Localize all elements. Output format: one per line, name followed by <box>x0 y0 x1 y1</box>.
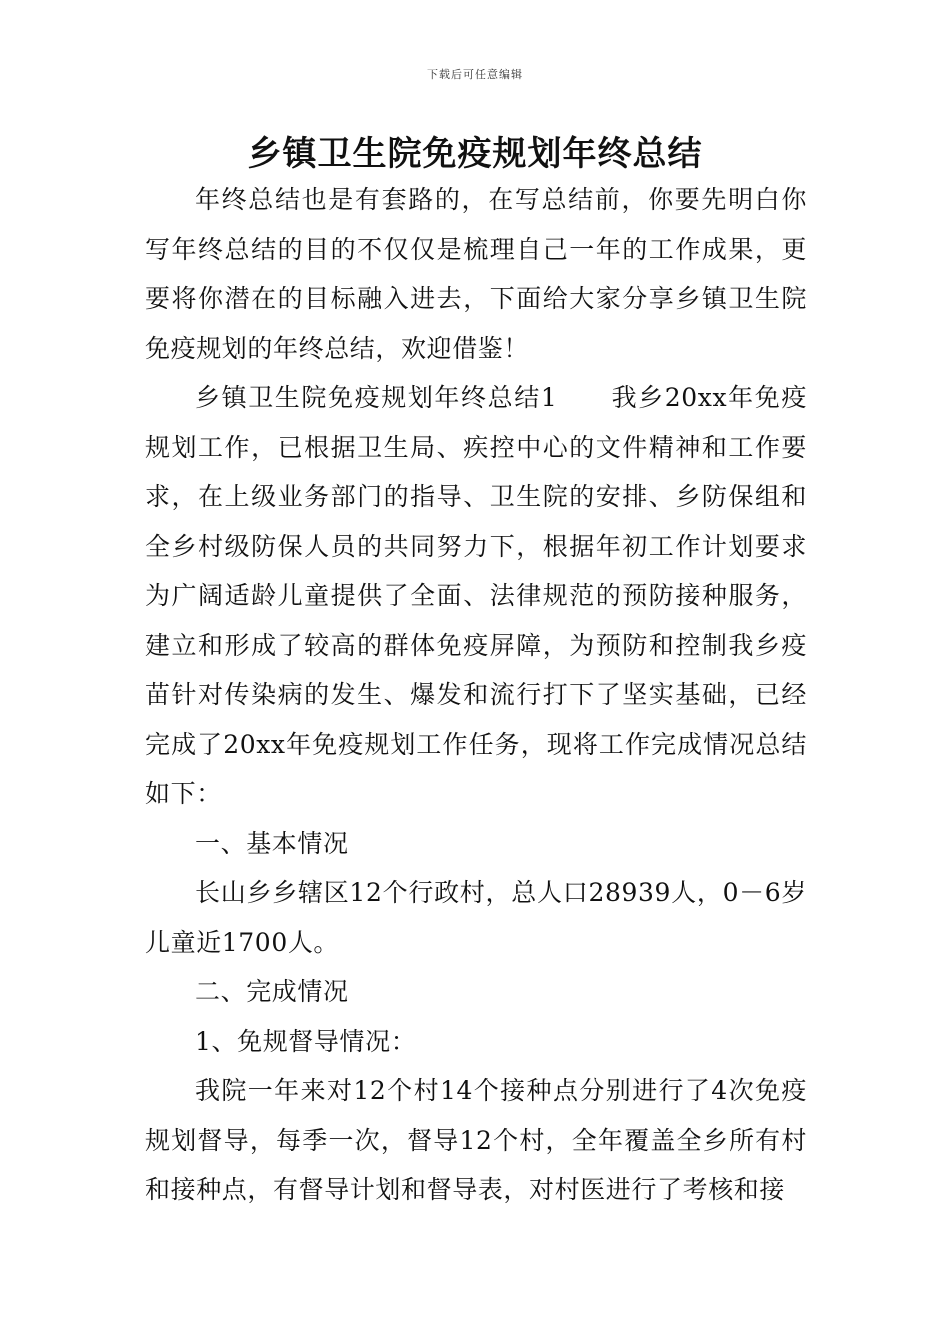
body-paragraph: 长山乡乡辖区12个行政村，总人口28939人，0－6岁儿童近1700人。 <box>145 878 807 957</box>
document-body <box>145 175 807 1215</box>
body-paragraph: 乡镇卫生院免疫规划年终总结1 我乡20xx年免疫规划工作，已根据卫生局、疾控中心的文件精神和工作要求，在上级业务部门的指导、卫生院的安排、乡防保组和全乡村级防保人员的共同努力下，根据年初工作计划要求为广阔适龄儿童提供了全面、法律规范的预防接种服务，建立和形成了较高的群体免疫屏障，为预防和控制我乡疫苗针对传染病的发生、爆发和流行打下了坚实基础，已经完成了20xx年免疫规划工作任务，现将工作完成情况总结如下： <box>145 383 807 808</box>
section-heading-basic: 一、基本情况 <box>195 828 349 858</box>
subsection-heading-supervision: 1、免规督导情况： <box>195 1026 417 1056</box>
section-heading-completion: 二、完成情况 <box>195 977 349 1006</box>
document-title: 乡镇卫生院免疫规划年终总结 <box>247 134 703 174</box>
body-paragraph: 我院一年来对12个村14个接种点分别进行了4次免疫规划督导，每季一次，督导12个村，全年覆盖全乡所有村和接种点，有督导计划和督导表，对村医进行了考核和接 <box>145 1076 807 1204</box>
intro-paragraph: 年终总结也是有套路的，在写总结前，你要先明白你写年终总结的目的不仅仅是梳理自己一年的工作成果，更要将你潜在的目标融入进去，下面给大家分享乡镇卫生院免疫规划的年终总结，欢迎借鉴！ <box>145 185 807 363</box>
header-note: 下载后可任意编辑 <box>427 68 523 81</box>
